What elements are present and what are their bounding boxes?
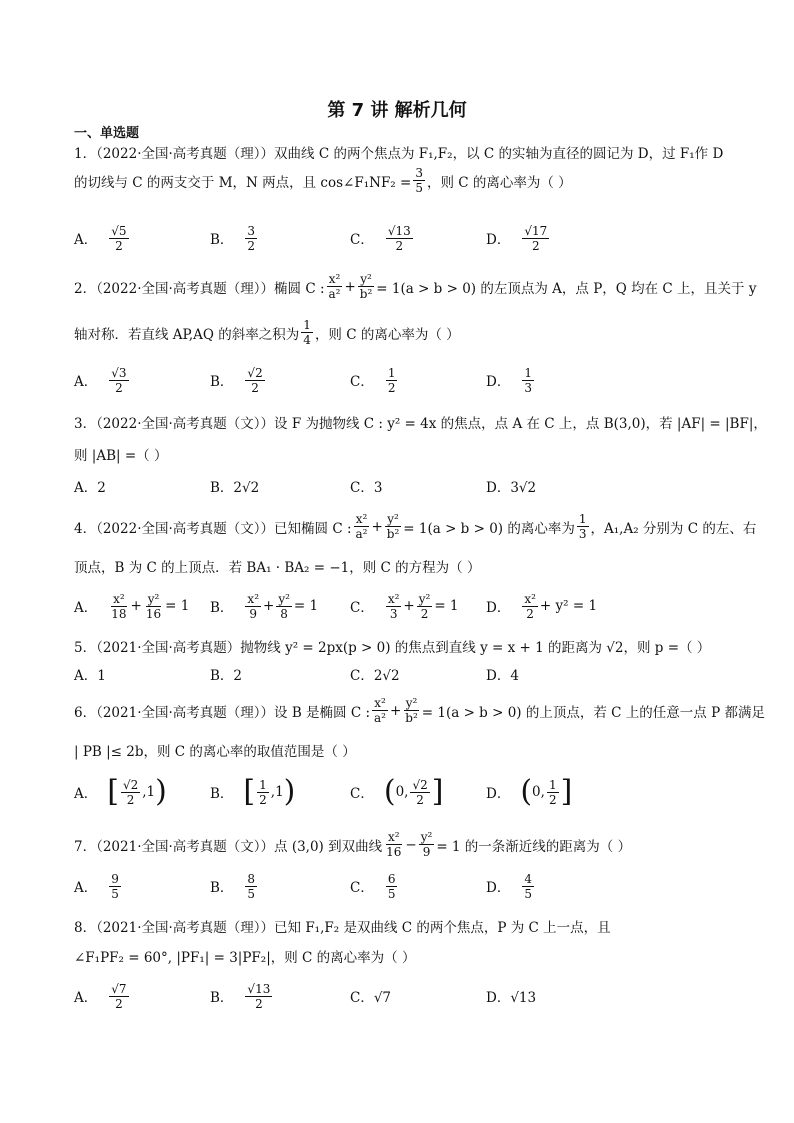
denominator: 5	[247, 886, 256, 901]
fraction	[109, 224, 128, 253]
numerator: y²	[405, 696, 418, 710]
denominator: 2	[420, 606, 429, 621]
option-a[interactable]	[74, 360, 131, 400]
fraction	[144, 592, 163, 621]
question-7-text: 7．（2021·全国·高考真题（文））点 (3,0) 到双曲线	[74, 838, 383, 855]
fraction	[417, 592, 433, 621]
option-c[interactable]	[350, 218, 415, 258]
interval: [ $\frac{√2}{2}$ ,1 )	[107, 774, 167, 809]
question-1-options	[74, 218, 724, 258]
option-label: A．	[74, 600, 98, 616]
numerator: √2	[122, 777, 139, 792]
question-1-text-3: ，则 C 的离心率为（ ）	[426, 174, 572, 191]
fraction	[385, 512, 402, 541]
question-3-text-2: 则 |AB| =（ ）	[74, 448, 168, 464]
question-2-line-2	[74, 318, 460, 347]
question-1-line-1	[74, 142, 723, 162]
question-6-options	[74, 772, 724, 812]
denominator: a²	[355, 527, 368, 541]
fraction	[358, 272, 375, 301]
fraction	[384, 830, 403, 859]
option-label: C．	[350, 232, 374, 248]
option-label: A．	[74, 880, 98, 896]
option-d[interactable]	[486, 772, 572, 812]
numerator: y²	[420, 830, 433, 844]
fraction	[245, 982, 272, 1011]
equation-tail: = 1	[434, 598, 459, 614]
denominator: 2	[255, 996, 263, 1011]
option-d[interactable]	[486, 866, 536, 906]
question-3-line-1	[74, 412, 767, 432]
numerator: 9	[111, 871, 119, 886]
numerator: x²	[387, 591, 400, 606]
option-c[interactable]	[350, 866, 399, 906]
option-label: B．	[210, 232, 234, 248]
option-d[interactable]	[486, 360, 536, 400]
question-4-line-1: 4．（2022·全国·高考真题（文））已知椭圆 C : $\frac{\text{x²}}{\text{a²}}$ + $\frac{\text{y²}}{\text{b²}}$ = 1(a > b > 0) 的离心率为 $\frac{1}{3}$ ，A₁,A₂ 分别为 C 的左、右	[74, 512, 757, 541]
option-a[interactable]	[74, 218, 131, 258]
numerator: 3	[415, 166, 423, 180]
question-2-text-2: = 1(a > b > 0) 的左顶点为 A，点 P，Q 均在 C 上，且关于 y	[376, 280, 757, 297]
numerator: x²	[374, 696, 386, 710]
fraction	[327, 272, 343, 301]
option-a[interactable]: A．2	[74, 480, 106, 496]
denominator: 9	[422, 845, 431, 859]
denominator: 3	[524, 380, 532, 395]
numerator: 3	[247, 223, 256, 238]
option-label: B．	[210, 600, 234, 616]
option-b[interactable]	[210, 218, 259, 258]
denominator: b²	[359, 287, 373, 301]
option-label: A．	[74, 232, 98, 248]
option-label: D．	[486, 786, 511, 802]
question-6-line-2	[74, 740, 356, 760]
question-2-text-3: 轴对称．若直线 AP,AQ 的斜率之积为	[74, 326, 300, 343]
option-label: D．	[486, 374, 511, 390]
fraction	[403, 696, 420, 725]
denominator: 2	[247, 238, 256, 253]
denominator: 2	[115, 238, 123, 253]
numerator: x²	[247, 591, 259, 606]
numerator: y²	[147, 591, 160, 606]
option-c[interactable]: C．2√2	[350, 668, 400, 684]
numerator: y²	[418, 591, 431, 606]
numerator: 1	[387, 365, 396, 380]
fraction	[109, 982, 128, 1011]
option-label: B．	[210, 880, 234, 896]
question-5-text: 5．（2021·全国·高考真题）抛物线 y² = 2px(p > 0) 的焦点到直线 y = x + 1 的距离为 √2，则 p =（ ）	[74, 640, 711, 656]
fraction	[245, 366, 264, 395]
numerator: x²	[387, 830, 400, 844]
numerator: 6	[387, 871, 396, 886]
interval: ( 0, $\frac{1}{2}$ ]	[520, 774, 573, 809]
fraction	[109, 366, 128, 395]
question-7-text-2: = 1 的一条渐近线的距离为（ ）	[436, 838, 632, 855]
fraction	[386, 592, 402, 621]
question-8-text-2: ∠F₁PF₂ = 60°, |PF₁| = 3|PF₂|，则 C 的离心率为（ ）	[74, 950, 416, 966]
fraction	[245, 592, 261, 621]
numerator: y²	[387, 512, 399, 526]
question-7-line-1: 7．（2021·全国·高考真题（文））点 (3,0) 到双曲线 $\frac{\text{x²}}{16}$ − $\frac{\text{y²}}{9}$ = 1 的一条渐近线的距离为（ ）	[74, 830, 632, 859]
fraction	[245, 872, 257, 901]
question-8-line-1	[74, 916, 611, 936]
question-6-text-3: | PB |≤ 2b，则 C 的离心率的取值范围是（ ）	[74, 744, 356, 760]
numerator: √2	[247, 365, 263, 380]
denominator: 9	[249, 606, 258, 621]
numerator: 8	[247, 871, 256, 886]
question-6-text: 6．（2021·全国·高考真题（理））设 B 是椭圆 C :	[74, 704, 370, 721]
numerator: √5	[111, 223, 127, 238]
fraction	[372, 696, 388, 725]
question-7-options	[74, 866, 724, 906]
option-c[interactable]: C． $\frac{\text{x²}}{3}$ + $\frac{\text{y²}}{2}$ = 1	[350, 591, 459, 621]
fraction	[121, 778, 140, 807]
option-label: C．	[350, 374, 374, 390]
interval-tail: ,1	[142, 784, 156, 800]
denominator: 2	[531, 238, 540, 253]
fraction	[386, 872, 398, 901]
option-d[interactable]	[486, 218, 551, 258]
denominator: 2	[395, 238, 404, 253]
question-2-text-4: ，则 C 的离心率为（ ）	[314, 326, 460, 343]
option-a[interactable]	[74, 866, 123, 906]
fraction	[410, 778, 429, 807]
numerator: √17	[524, 223, 548, 238]
numerator: 1	[578, 512, 587, 526]
fraction	[522, 224, 549, 253]
option-c[interactable]	[350, 772, 443, 812]
fraction	[413, 166, 425, 195]
denominator: 3	[578, 527, 587, 541]
option-a[interactable]: A． $\frac{\text{x²}}{18}$ + $\frac{\text{y²}}{16}$ = 1	[74, 591, 190, 621]
page-title: 第 7 讲 解析几何	[327, 100, 467, 121]
denominator: 5	[415, 181, 423, 195]
fraction	[257, 778, 269, 807]
option-label: C．	[350, 786, 374, 802]
question-4-text-2: = 1(a > b > 0) 的离心率为	[403, 520, 575, 537]
question-8-line-2	[74, 946, 415, 966]
option-d[interactable]	[486, 586, 597, 626]
denominator: a²	[328, 287, 341, 301]
option-d[interactable]: D．√13	[486, 990, 537, 1006]
option-label: A．	[74, 990, 98, 1006]
option-c[interactable]: C．3	[350, 480, 383, 496]
fraction	[245, 224, 257, 253]
fraction	[386, 224, 413, 253]
fraction	[301, 318, 313, 347]
question-6-line-1: 6．（2021·全国·高考真题（理））设 B 是椭圆 C : $\frac{\text{x²}}{\text{a²}}$ + $\frac{\text{y²}}{\text{b²}}$ = 1(a > b > 0) 的上顶点，若 C 上的任意一点 P 都满足	[74, 696, 765, 725]
option-d[interactable]: D．4	[486, 668, 519, 684]
numerator: x²	[328, 272, 341, 286]
denominator: 3	[389, 606, 398, 621]
denominator: 2	[526, 606, 534, 621]
option-b[interactable]	[210, 360, 267, 400]
question-8-text: 8．（2021·全国·高考真题（理））已知 F₁,F₂ 是双曲线 C 的两个焦点，P 为 C 上一点，且	[74, 920, 611, 936]
question-5-line-1	[74, 636, 710, 656]
fraction	[109, 592, 128, 621]
question-6-text-2: = 1(a > b > 0) 的上顶点，若 C 上的任意一点 P 都满足	[421, 704, 765, 721]
option-c[interactable]	[350, 360, 399, 400]
equation-tail: = 1	[165, 598, 190, 614]
denominator: 2	[251, 380, 259, 395]
denominator: 5	[387, 886, 396, 901]
denominator: 5	[111, 886, 119, 901]
fraction	[386, 366, 398, 395]
numerator: 1	[548, 777, 557, 792]
option-b[interactable]	[210, 866, 259, 906]
option-label: C．	[350, 600, 374, 616]
fraction	[522, 592, 538, 621]
option-label: B．	[210, 374, 234, 390]
denominator: 16	[145, 606, 162, 621]
equation-tail: + y² = 1	[539, 598, 598, 614]
question-1-line-2	[74, 166, 572, 195]
question-4-line-2	[74, 556, 480, 576]
option-label: D．	[486, 880, 511, 896]
question-1-text-2: 的切线与 C 的两支交于 M，N 两点，且 cos∠F₁NF₂ =	[74, 174, 412, 191]
fraction	[522, 366, 534, 395]
option-b[interactable]: B．2√2	[210, 480, 260, 496]
interval-tail: ,1	[270, 784, 284, 800]
interval: ( 0, $\frac{√2}{2}$ ]	[383, 774, 444, 809]
question-4-options	[74, 586, 724, 626]
question-3-options	[74, 466, 724, 506]
numerator: 1	[524, 365, 532, 380]
denominator: 2	[387, 380, 396, 395]
fraction	[109, 872, 121, 901]
denominator: b²	[386, 527, 400, 541]
fraction	[577, 512, 589, 541]
option-label: D．	[486, 600, 511, 616]
numerator: y²	[278, 591, 290, 606]
option-label: B．	[210, 990, 234, 1006]
denominator: 4	[303, 333, 311, 347]
option-label: C．	[350, 880, 374, 896]
option-b[interactable]	[210, 976, 274, 1016]
numerator: √7	[111, 981, 127, 996]
section-heading: 一、单选题	[74, 126, 140, 141]
numerator: √3	[111, 365, 127, 380]
option-label: D．	[486, 232, 511, 248]
option-b[interactable]: B．2	[210, 668, 243, 684]
option-a[interactable]	[74, 772, 167, 812]
numerator: 1	[259, 777, 267, 792]
numerator: y²	[360, 272, 372, 286]
option-label: A．	[74, 786, 98, 802]
denominator: 8	[280, 606, 288, 621]
question-1-text: 1．（2022·全国·高考真题（理））双曲线 C 的两个焦点为 F₁,F₂，以 C 的实轴为直径的圆记为 D，过 F₁作 D	[74, 146, 724, 162]
denominator: 5	[524, 886, 532, 901]
numerator: 4	[524, 871, 532, 886]
fraction	[419, 830, 435, 859]
interval: [ $\frac{1}{2}$ ,1 )	[243, 774, 296, 809]
option-label: B．	[210, 786, 234, 802]
interval-head: 0,	[395, 784, 409, 800]
question-4-text: 4．（2022·全国·高考真题（文））已知椭圆 C :	[74, 520, 352, 537]
numerator: x²	[524, 591, 536, 606]
denominator: 2	[548, 792, 557, 807]
denominator: 16	[386, 845, 402, 859]
denominator: b²	[405, 711, 418, 725]
question-4-text-4: 顶点，B 为 C 的上顶点．若 BA₁ · BA₂ = −1，则 C 的方程为（ ）	[74, 560, 481, 576]
numerator: √2	[412, 777, 428, 792]
fraction	[522, 872, 534, 901]
denominator: a²	[374, 711, 386, 725]
question-2-options	[74, 360, 724, 400]
fraction	[547, 778, 559, 807]
option-a[interactable]	[74, 976, 131, 1016]
numerator: √13	[387, 223, 411, 238]
denominator: 2	[115, 996, 123, 1011]
numerator: x²	[355, 512, 368, 526]
option-b[interactable]	[210, 772, 295, 812]
denominator: 2	[115, 380, 123, 395]
denominator: 2	[416, 792, 424, 807]
numerator: x²	[113, 591, 125, 606]
question-8-options	[74, 976, 724, 1016]
equation-tail: = 1	[293, 598, 319, 614]
interval-head: 0,	[532, 784, 545, 800]
option-label: A．	[74, 374, 98, 390]
numerator: √13	[247, 981, 271, 996]
question-3-line-2	[74, 444, 167, 464]
denominator: 2	[259, 792, 267, 807]
question-2-text: 2．（2022·全国·高考真题（理））椭圆 C :	[74, 280, 325, 297]
option-a[interactable]: A．1	[74, 668, 106, 684]
denominator: 2	[126, 792, 135, 807]
question-5-options	[74, 654, 724, 694]
option-b[interactable]: B． $\frac{\text{x²}}{9}$ + $\frac{\text{y²}}{8}$ = 1	[210, 591, 319, 621]
question-3-text: 3．（2022·全国·高考真题（文））设 F 为抛物线 C : y² = 4x 的焦点，点 A 在 C 上，点 B(3,0)，若 |AF| = |BF|，	[74, 416, 767, 432]
fraction	[276, 592, 292, 621]
option-d[interactable]: D．3√2	[486, 480, 537, 496]
fraction	[354, 512, 370, 541]
option-c[interactable]: C．√7	[350, 990, 392, 1006]
numerator: 1	[303, 318, 311, 332]
question-2-line-1: 2．（2022·全国·高考真题（理））椭圆 C : $\frac{\text{x²}}{\text{a²}}$ + $\frac{\text{y²}}{\text{b²}}$ = 1(a > b > 0) 的左顶点为 A，点 P，Q 均在 C 上，且关于 y	[74, 272, 757, 301]
denominator: 18	[111, 606, 127, 621]
question-4-text-3: ，A₁,A₂ 分别为 C 的左、右	[590, 520, 757, 537]
